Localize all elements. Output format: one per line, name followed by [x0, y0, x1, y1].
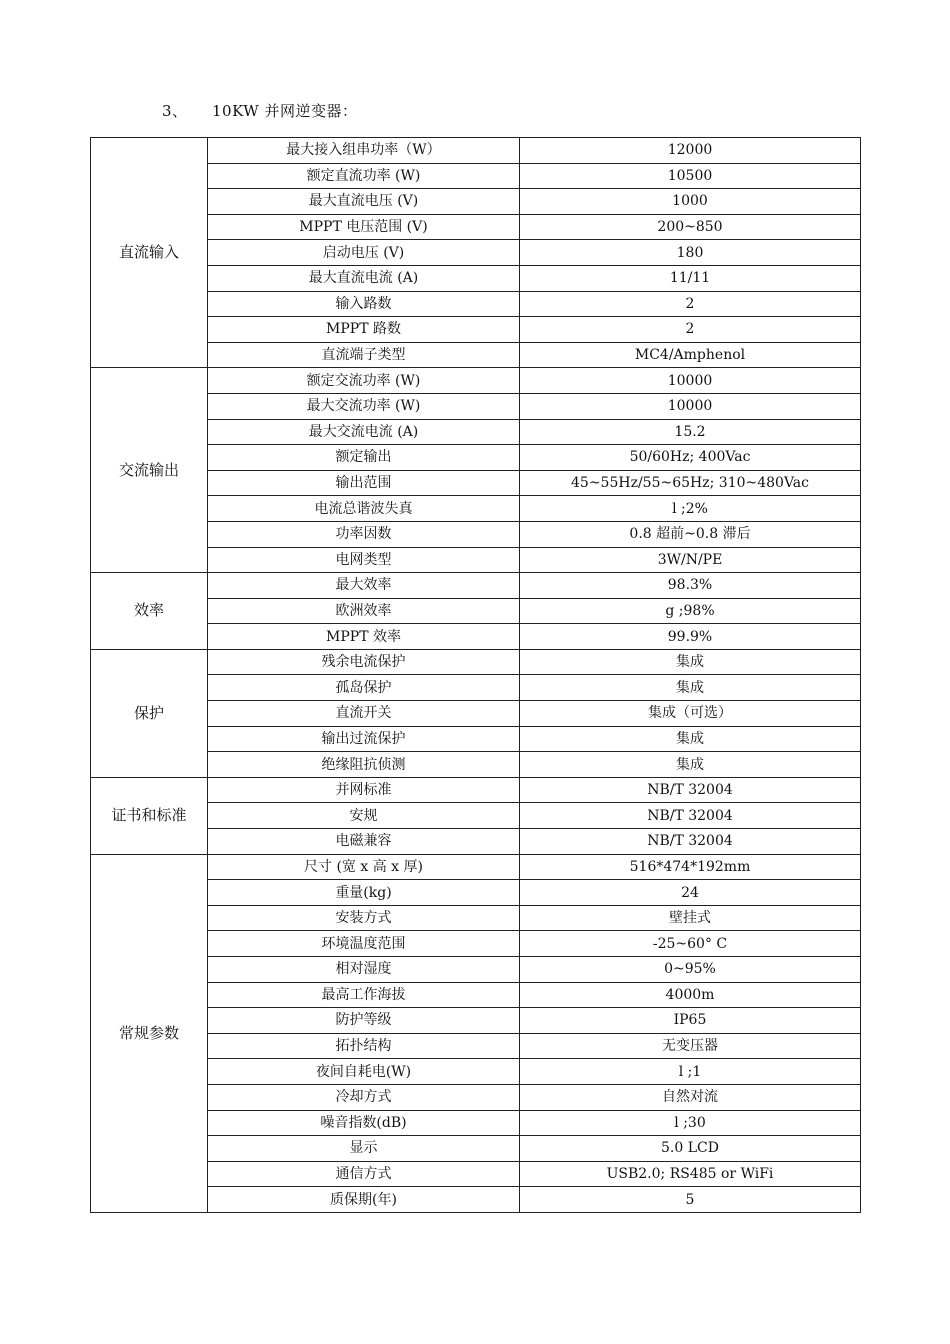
- param-value: 集成（可选）: [520, 701, 861, 727]
- param-name: 冷却方式: [208, 1084, 520, 1110]
- param-name: 最大接入组串功率（W）: [208, 138, 520, 164]
- param-value: 15.2: [520, 419, 861, 445]
- param-name: 直流端子类型: [208, 342, 520, 368]
- param-name: 输出范围: [208, 470, 520, 496]
- param-value: USB2.0; RS485 or WiFi: [520, 1161, 861, 1187]
- section-heading: [162, 100, 357, 121]
- param-name: 绝缘阻抗侦测: [208, 752, 520, 778]
- param-name: 输入路数: [208, 291, 520, 317]
- table-row: [91, 777, 861, 803]
- param-name: 重量(kg): [208, 880, 520, 906]
- param-value: 98.3%: [520, 573, 861, 599]
- param-name: 电磁兼容: [208, 829, 520, 855]
- param-value: 24: [520, 880, 861, 906]
- param-value: 45~55Hz/55~65Hz; 310~480Vac: [520, 470, 861, 496]
- param-value: MC4/Amphenol: [520, 342, 861, 368]
- spec-table-body: [91, 138, 861, 1213]
- param-name: 质保期(年): [208, 1187, 520, 1213]
- param-value: 0.8 超前~0.8 滞后: [520, 521, 861, 547]
- param-value: 壁挂式: [520, 905, 861, 931]
- param-name: 拓扑结构: [208, 1033, 520, 1059]
- param-name: 通信方式: [208, 1161, 520, 1187]
- param-value: 99.9%: [520, 624, 861, 650]
- param-value: NB/T 32004: [520, 803, 861, 829]
- group-label: 效率: [91, 573, 208, 650]
- group-label: 交流输出: [91, 368, 208, 573]
- param-name: 最大直流电流 (A): [208, 265, 520, 291]
- param-value: l ;2%: [520, 496, 861, 522]
- param-name: 环境温度范围: [208, 931, 520, 957]
- param-name: 相对湿度: [208, 957, 520, 983]
- param-name: 最大效率: [208, 573, 520, 599]
- param-name: 启动电压 (V): [208, 240, 520, 266]
- param-name: 最高工作海拔: [208, 982, 520, 1008]
- param-value: 4000m: [520, 982, 861, 1008]
- param-name: MPPT 路数: [208, 317, 520, 343]
- param-value: l ;30: [520, 1110, 861, 1136]
- table-row: [91, 573, 861, 599]
- param-value: 11/11: [520, 265, 861, 291]
- group-label: 保护: [91, 649, 208, 777]
- param-name: 电网类型: [208, 547, 520, 573]
- param-name: 尺寸 (宽 x 高 x 厚): [208, 854, 520, 880]
- section-number: 3、: [162, 102, 188, 120]
- param-name: 功率因数: [208, 521, 520, 547]
- param-value: 集成: [520, 726, 861, 752]
- param-value: IP65: [520, 1008, 861, 1034]
- param-value: 3W/N/PE: [520, 547, 861, 573]
- param-value: 集成: [520, 752, 861, 778]
- param-value: NB/T 32004: [520, 829, 861, 855]
- param-name: 额定交流功率 (W): [208, 368, 520, 394]
- param-value: -25~60° C: [520, 931, 861, 957]
- param-name: 噪音指数(dB): [208, 1110, 520, 1136]
- param-value: 5.0 LCD: [520, 1136, 861, 1162]
- param-value: 516*474*192mm: [520, 854, 861, 880]
- param-value: 5: [520, 1187, 861, 1213]
- group-label: 常规参数: [91, 854, 208, 1212]
- param-name: 安装方式: [208, 905, 520, 931]
- param-name: MPPT 效率: [208, 624, 520, 650]
- param-name: MPPT 电压范围 (V): [208, 214, 520, 240]
- param-value: 10500: [520, 163, 861, 189]
- param-value: 集成: [520, 649, 861, 675]
- table-row: [91, 854, 861, 880]
- param-name: 最大交流功率 (W): [208, 393, 520, 419]
- param-value: l ;1: [520, 1059, 861, 1085]
- param-value: NB/T 32004: [520, 777, 861, 803]
- param-name: 输出过流保护: [208, 726, 520, 752]
- section-title: 10KW 并网逆变器：: [212, 102, 358, 120]
- param-value: 无变压器: [520, 1033, 861, 1059]
- param-value: 自然对流: [520, 1084, 861, 1110]
- param-name: 最大直流电压 (V): [208, 189, 520, 215]
- param-value: 2: [520, 317, 861, 343]
- table-row: [91, 138, 861, 164]
- param-name: 额定直流功率 (W): [208, 163, 520, 189]
- param-name: 残余电流保护: [208, 649, 520, 675]
- param-name: 夜间自耗电(W): [208, 1059, 520, 1085]
- group-label: 直流输入: [91, 138, 208, 368]
- table-row: [91, 368, 861, 394]
- param-value: g ;98%: [520, 598, 861, 624]
- spec-table: [90, 137, 861, 1213]
- param-name: 并网标准: [208, 777, 520, 803]
- param-value: 1000: [520, 189, 861, 215]
- param-name: 最大交流电流 (A): [208, 419, 520, 445]
- group-label: 证书和标准: [91, 777, 208, 854]
- param-value: 12000: [520, 138, 861, 164]
- param-value: 180: [520, 240, 861, 266]
- param-name: 孤岛保护: [208, 675, 520, 701]
- param-name: 欧洲效率: [208, 598, 520, 624]
- param-name: 额定输出: [208, 445, 520, 471]
- param-value: 10000: [520, 368, 861, 394]
- param-value: 10000: [520, 393, 861, 419]
- param-name: 防护等级: [208, 1008, 520, 1034]
- param-value: 集成: [520, 675, 861, 701]
- param-value: 2: [520, 291, 861, 317]
- param-name: 直流开关: [208, 701, 520, 727]
- param-value: 200~850: [520, 214, 861, 240]
- param-value: 0~95%: [520, 957, 861, 983]
- param-name: 电流总谐波失真: [208, 496, 520, 522]
- table-row: [91, 649, 861, 675]
- param-name: 安规: [208, 803, 520, 829]
- param-name: 显示: [208, 1136, 520, 1162]
- param-value: 50/60Hz; 400Vac: [520, 445, 861, 471]
